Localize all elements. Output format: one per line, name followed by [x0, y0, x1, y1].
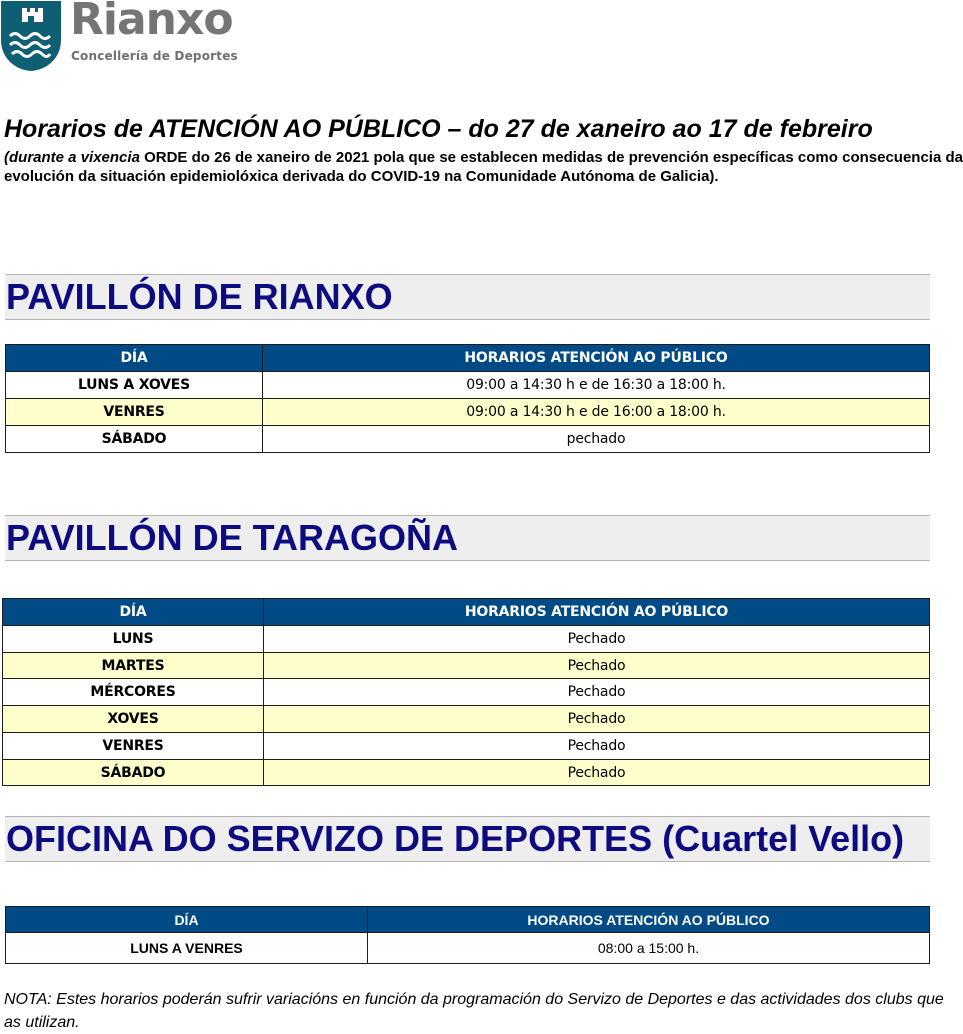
hours-cell: Pechado	[264, 626, 930, 653]
logo-name: Rianxo	[70, 0, 233, 45]
column-header-hours: HORARIOS ATENCIÓN AO PÚBLICO	[263, 345, 930, 372]
hours-cell: Pechado	[264, 733, 930, 760]
hours-cell: pechado	[263, 426, 930, 453]
hours-table-oficina	[5, 906, 930, 964]
table-row	[3, 733, 930, 760]
day-cell: LUNS A XOVES	[6, 372, 263, 399]
column-header-day: DÍA	[6, 907, 368, 933]
day-cell: MÉRCORES	[3, 679, 264, 706]
table-row	[3, 653, 930, 679]
column-header-day: DÍA	[3, 599, 264, 626]
table-row	[6, 372, 930, 399]
day-cell: SÁBADO	[6, 426, 263, 453]
day-cell: VENRES	[6, 399, 263, 426]
intro-note-text: ORDE do 26 de xaneiro de 2021 pola que se establecen medidas de prevención específicas como consecuencia da evolución da situación epidemiolóxica derivada do COVID-19 na Comunidade Autónoma de Galicia).	[4, 149, 963, 185]
page-title: Horarios de ATENCIÓN AO PÚBLICO – do 27 de xaneiro ao 17 de febreiro	[4, 115, 873, 143]
table-row	[3, 679, 930, 706]
day-cell: MARTES	[3, 653, 264, 679]
day-cell: LUNS A VENRES	[6, 933, 368, 964]
hours-cell: Pechado	[264, 653, 930, 679]
day-cell: VENRES	[3, 733, 264, 760]
section-band-rianxo	[5, 274, 930, 320]
section-title-rianxo: PAVILLÓN DE RIANXO	[6, 276, 393, 317]
section-band-taragona	[5, 515, 930, 561]
hours-cell: 08:00 a 15:00 h.	[368, 933, 930, 964]
table-row	[6, 933, 930, 964]
hours-table-rianxo	[5, 344, 930, 453]
section-title-taragona: PAVILLÓN DE TARAGOÑA	[6, 517, 458, 558]
intro-block	[4, 113, 963, 186]
hours-cell: 09:00 a 14:30 h e de 16:30 a 18:00 h.	[263, 372, 930, 399]
column-header-day: DÍA	[6, 345, 263, 372]
day-cell: LUNS	[3, 626, 264, 653]
section-title-oficina: OFICINA DO SERVIZO DE DEPORTES (Cuartel Vello)	[6, 818, 905, 859]
section-band-oficina	[5, 816, 930, 862]
intro-note-prefix: (durante a vixencia	[4, 149, 140, 166]
intro-note	[4, 148, 963, 186]
column-header-hours: HORARIOS ATENCIÓN AO PÚBLICO	[368, 907, 930, 933]
rianxo-logo	[0, 0, 270, 72]
day-cell: SÁBADO	[3, 760, 264, 786]
hours-cell: Pechado	[264, 679, 930, 706]
table-row	[3, 760, 930, 786]
logo-subtitle: Concellería de Deportes	[71, 49, 238, 63]
table-row	[3, 626, 930, 653]
castle-waves-shield-icon	[0, 0, 62, 72]
table-row	[6, 426, 930, 453]
hours-cell: Pechado	[264, 760, 930, 786]
hours-cell: Pechado	[264, 706, 930, 733]
column-header-hours: HORARIOS ATENCIÓN AO PÚBLICO	[264, 599, 930, 626]
table-row	[6, 399, 930, 426]
day-cell: XOVES	[3, 706, 264, 733]
table-row	[3, 706, 930, 733]
footnote: NOTA: Estes horarios poderán sufrir variacións en función da programación do Servizo de Deportes e das actividades dos clubs que as utilizan.	[4, 991, 944, 1031]
hours-cell: 09:00 a 14:30 h e de 16:00 a 18:00 h.	[263, 399, 930, 426]
hours-table-taragona	[2, 598, 930, 786]
